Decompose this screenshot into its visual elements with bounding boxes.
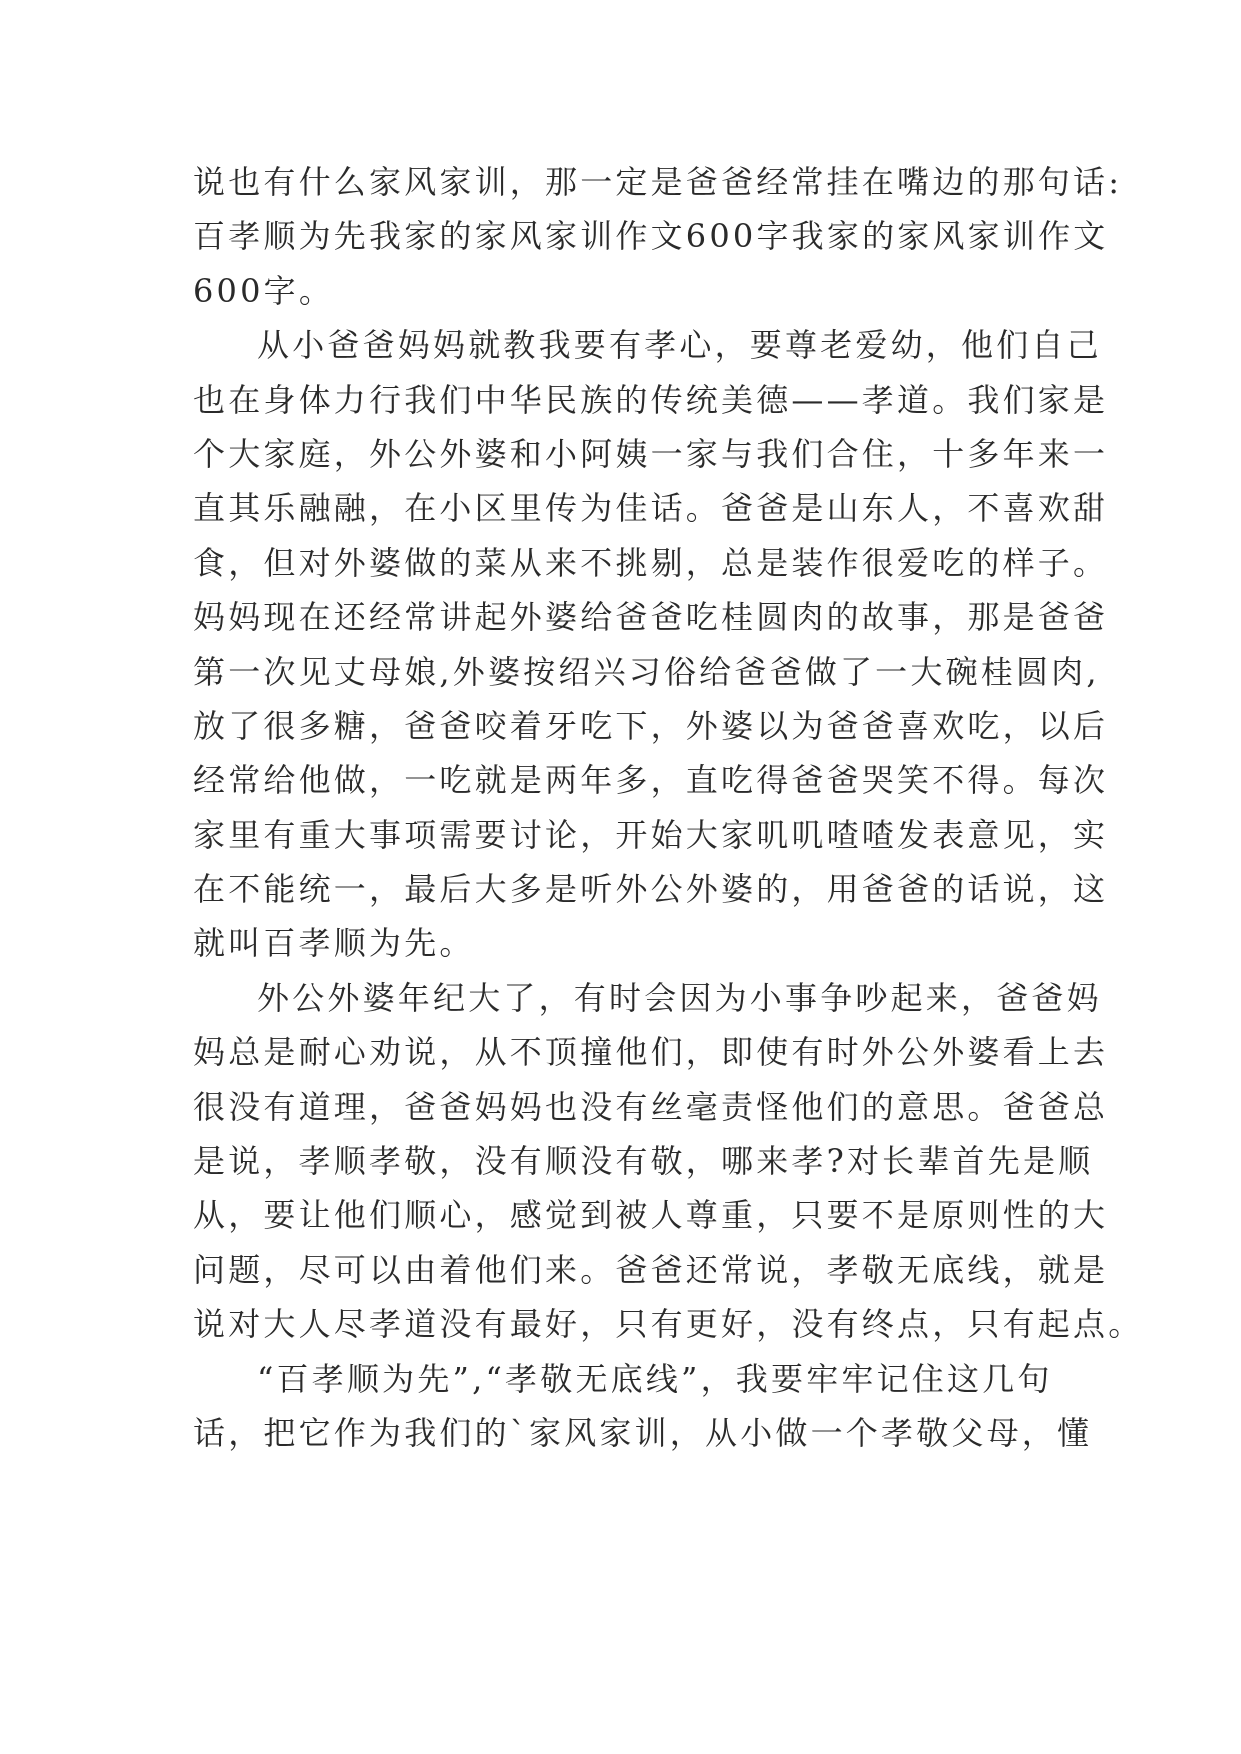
text-line: 妈总是耐心劝说，从不顶撞他们，即使有时外公外婆看上去 bbox=[193, 1033, 1109, 1072]
body-text bbox=[193, 155, 1144, 1460]
text-line: 第一次见丈母娘,外婆按绍兴习俗给爸爸做了一大碗桂圆肉, bbox=[193, 652, 1100, 691]
text-line: 在不能统一，最后大多是听外公外婆的，用爸爸的话说，这 bbox=[193, 870, 1109, 909]
text-line: 说对大人尽孝道没有最好，只有更好，没有终点，只有起点。 bbox=[193, 1305, 1144, 1344]
text-line: 也在身体力行我们中华民族的传统美德——孝道。我们家是 bbox=[193, 380, 1109, 419]
paragraph-start-line: “百孝顺为先”,“孝敬无底线”，我要牢牢记住这几句 bbox=[257, 1359, 1053, 1398]
text-line: 话，把它作为我们的`家风家训，从小做一个孝敬父母，懂 bbox=[193, 1413, 1093, 1452]
text-line: 个大家庭，外公外婆和小阿姨一家与我们合住，十多年来一 bbox=[193, 434, 1109, 473]
text-line: 600字。 bbox=[193, 271, 335, 310]
text-line: 说也有什么家风家训，那一定是爸爸经常挂在嘴边的那句话: bbox=[193, 163, 1123, 201]
text-line: 就叫百孝顺为先。 bbox=[193, 924, 475, 963]
text-line: 问题，尽可以由着他们来。爸爸还常说，孝敬无底线，就是 bbox=[193, 1250, 1109, 1289]
text-line: 放了很多糖，爸爸咬着牙吃下，外婆以为爸爸喜欢吃，以后 bbox=[193, 706, 1109, 745]
text-line: 直其乐融融，在小区里传为佳话。爸爸是山东人，不喜欢甜 bbox=[193, 489, 1109, 528]
text-line: 家里有重大事项需要讨论，开始大家叽叽喳喳发表意见，实 bbox=[193, 815, 1109, 854]
text-line: 很没有道理，爸爸妈妈也没有丝毫责怪他们的意思。爸爸总 bbox=[193, 1087, 1109, 1126]
text-line: 从，要让他们顺心，感觉到被人尊重，只要不是原则性的大 bbox=[193, 1196, 1109, 1235]
paragraph-start-line: 从小爸爸妈妈就教我要有孝心，要尊老爱幼，他们自己 bbox=[257, 326, 1102, 365]
paragraph-start-line: 外公外婆年纪大了，有时会因为小事争吵起来，爸爸妈 bbox=[257, 978, 1102, 1017]
text-line: 是说，孝顺孝敬，没有顺没有敬，哪来孝?对长辈首先是顺 bbox=[193, 1142, 1094, 1181]
text-line: 食，但对外婆做的菜从来不挑剔，总是装作很爱吃的样子。 bbox=[193, 543, 1109, 582]
text-line: 妈妈现在还经常讲起外婆给爸爸吃桂圆肉的故事，那是爸爸 bbox=[193, 598, 1109, 637]
text-line: 百孝顺为先我家的家风家训作文600字我家的家风家训作文 bbox=[193, 217, 1109, 256]
text-line: 经常给他做，一吃就是两年多，直吃得爸爸哭笑不得。每次 bbox=[193, 761, 1109, 800]
